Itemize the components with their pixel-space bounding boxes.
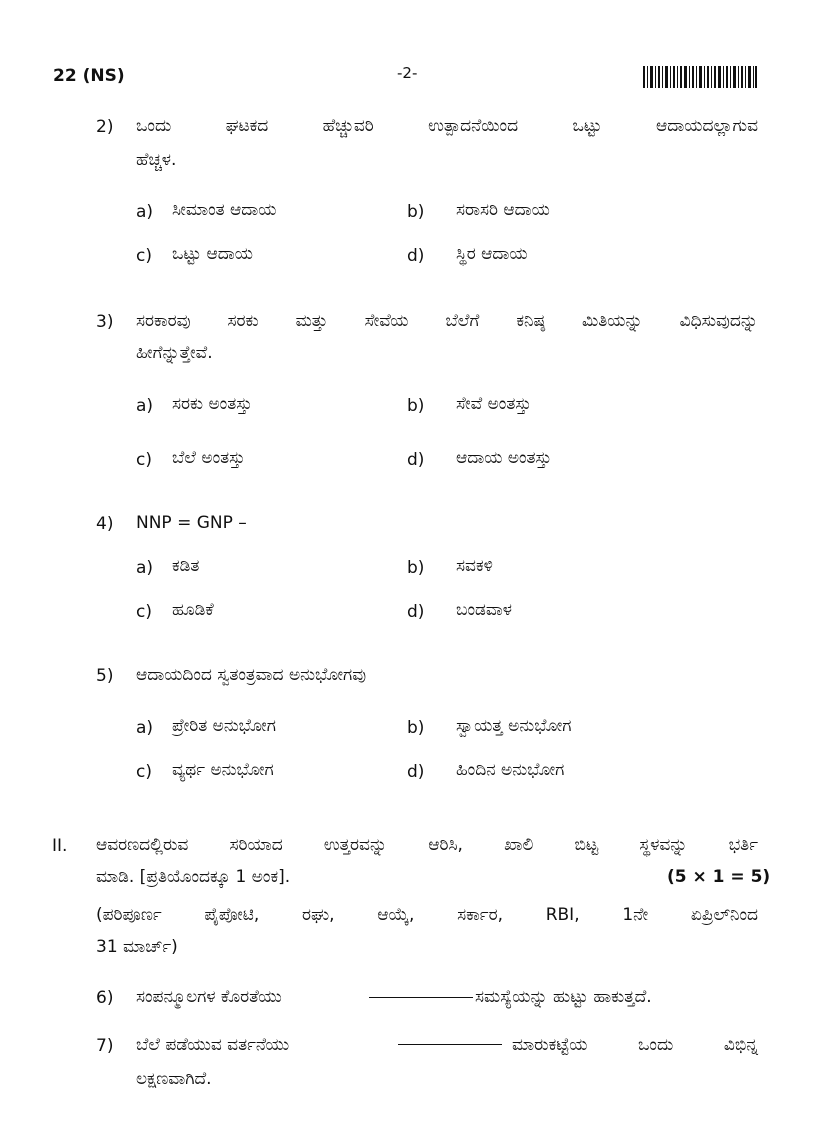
option-label: d): [407, 762, 425, 782]
question-text-before-blank: ಬೆಲೆ ಪಡೆಯುವ ವರ್ತನೆಯು: [136, 1035, 290, 1055]
question-text: ಸರಕಾರವು ಸರಕು ಮತ್ತು ಸೇವೆಯ ಬೆಲೆಗೆ ಕನಿಷ್ಠ ಮಿತಿಯನ್ನು ವಿಧಿಸುವುದನ್ನು: [136, 311, 758, 331]
option-label: b): [407, 202, 425, 222]
option-label: c): [136, 246, 152, 266]
section-number: II.: [52, 836, 68, 856]
question-text: ಒಂದು ಘಟಕದ ಹೆಚ್ಚುವರಿ ಉತ್ಪಾದನೆಯಿಂದ ಒಟ್ಟು ಆದಾಯದಲ್ಲಾಗುವ: [136, 116, 758, 136]
section-instruction-cont: ಮಾಡಿ. [ಪ್ರತಿಯೊಂದಕ್ಕೂ 1 ಅಂಕ].: [96, 867, 291, 887]
option-text: ವ್ಯರ್ಥ ಅನುಭೋಗ: [172, 760, 274, 780]
option-label: c): [136, 762, 152, 782]
option-label: c): [136, 450, 152, 470]
option-text: ಹಿಂದಿನ ಅನುಭೋಗ: [456, 760, 565, 780]
option-text: ಸರಕು ಅಂತಸ್ತು: [172, 394, 253, 414]
option-text: ಸೀಮಾಂತ ಆದಾಯ: [172, 200, 277, 220]
page-number: -2-: [397, 64, 418, 82]
option-text: ಬಂಡವಾಳ: [456, 600, 513, 620]
question-text-after-blank: ಮಾರುಕಟ್ಟೆಯ ಒಂದು ವಿಭಿನ್ನ: [512, 1035, 758, 1055]
option-text: ಸೇವೆ ಅಂತಸ್ತು: [456, 394, 532, 414]
option-text: ಸವಕಳಿ: [456, 556, 493, 576]
answer-choices-cont: 31 ಮಾರ್ಚ್): [96, 937, 178, 957]
option-label: c): [136, 602, 152, 622]
option-label: a): [136, 202, 154, 222]
section-instruction: ಆವರಣದಲ್ಲಿರುವ ಸರಿಯಾದ ಉತ್ತರವನ್ನು ಆರಿಸಿ, ಖಾಲಿ ಬಿಟ್ಟ ಸ್ಥಳವನ್ನು ಭರ್ತಿ: [96, 835, 758, 855]
question-text-before-blank: ಸಂಪನ್ಮೂಲಗಳ ಕೊರತೆಯು: [136, 987, 282, 1007]
option-text: ಸ್ಥಿರ ಆದಾಯ: [456, 244, 528, 264]
question-number: 6): [96, 988, 114, 1008]
question-text: NNP = GNP –: [136, 513, 247, 533]
option-label: d): [407, 450, 425, 470]
option-text: ಪ್ರೇರಿತ ಅನುಭೋಗ: [172, 716, 276, 736]
question-text-cont: ಲಕ್ಷಣವಾಗಿದೆ.: [136, 1069, 212, 1089]
question-text-cont: ಹೆಚ್ಚಳ.: [136, 150, 177, 170]
option-text: ಕಡಿತ: [172, 556, 200, 576]
option-text: ಆದಾಯ ಅಂತಸ್ತು: [456, 448, 552, 468]
option-label: a): [136, 718, 154, 738]
option-label: b): [407, 718, 425, 738]
option-text: ಒಟ್ಟು ಆದಾಯ: [172, 244, 253, 264]
fill-blank: [369, 997, 473, 998]
question-text-cont: ಹೀಗೆನ್ನುತ್ತೇವೆ.: [136, 343, 213, 363]
barcode-icon: [643, 66, 757, 88]
fill-blank: [398, 1044, 502, 1045]
answer-choices: (ಪರಿಪೂರ್ಣ ಪೈಪೋಟಿ, ರಘು, ಆಯ್ಕೆ, ಸರ್ಕಾರ, RBI, 1ನೇ ಏಪ್ರಿಲ್‌ನಿಂದ: [96, 905, 758, 925]
question-number: 4): [96, 514, 114, 534]
question-text: ಆದಾಯದಿಂದ ಸ್ವತಂತ್ರವಾದ ಅನುಭೋಗವು: [136, 665, 367, 685]
question-number: 3): [96, 312, 114, 332]
option-text: ಹೂಡಿಕೆ: [172, 600, 214, 620]
section-marks: (5 × 1 = 5): [667, 867, 771, 887]
option-label: a): [136, 558, 154, 578]
option-text: ಸ್ವಾಯತ್ತ ಅನುಭೋಗ: [456, 716, 572, 736]
question-number: 2): [96, 117, 114, 137]
option-label: d): [407, 246, 425, 266]
question-text-after-blank: ಸಮಸ್ಯೆಯನ್ನು ಹುಟ್ಟು ಹಾಕುತ್ತದೆ.: [475, 987, 652, 1007]
option-label: b): [407, 396, 425, 416]
option-text: ಬೆಲೆ ಅಂತಸ್ತು: [172, 448, 246, 468]
question-number: 7): [96, 1036, 114, 1056]
option-label: a): [136, 396, 154, 416]
option-label: b): [407, 558, 425, 578]
option-text: ಸರಾಸರಿ ಆದಾಯ: [456, 200, 550, 220]
question-number: 5): [96, 666, 114, 686]
option-label: d): [407, 602, 425, 622]
paper-code: 22 (NS): [53, 66, 125, 86]
